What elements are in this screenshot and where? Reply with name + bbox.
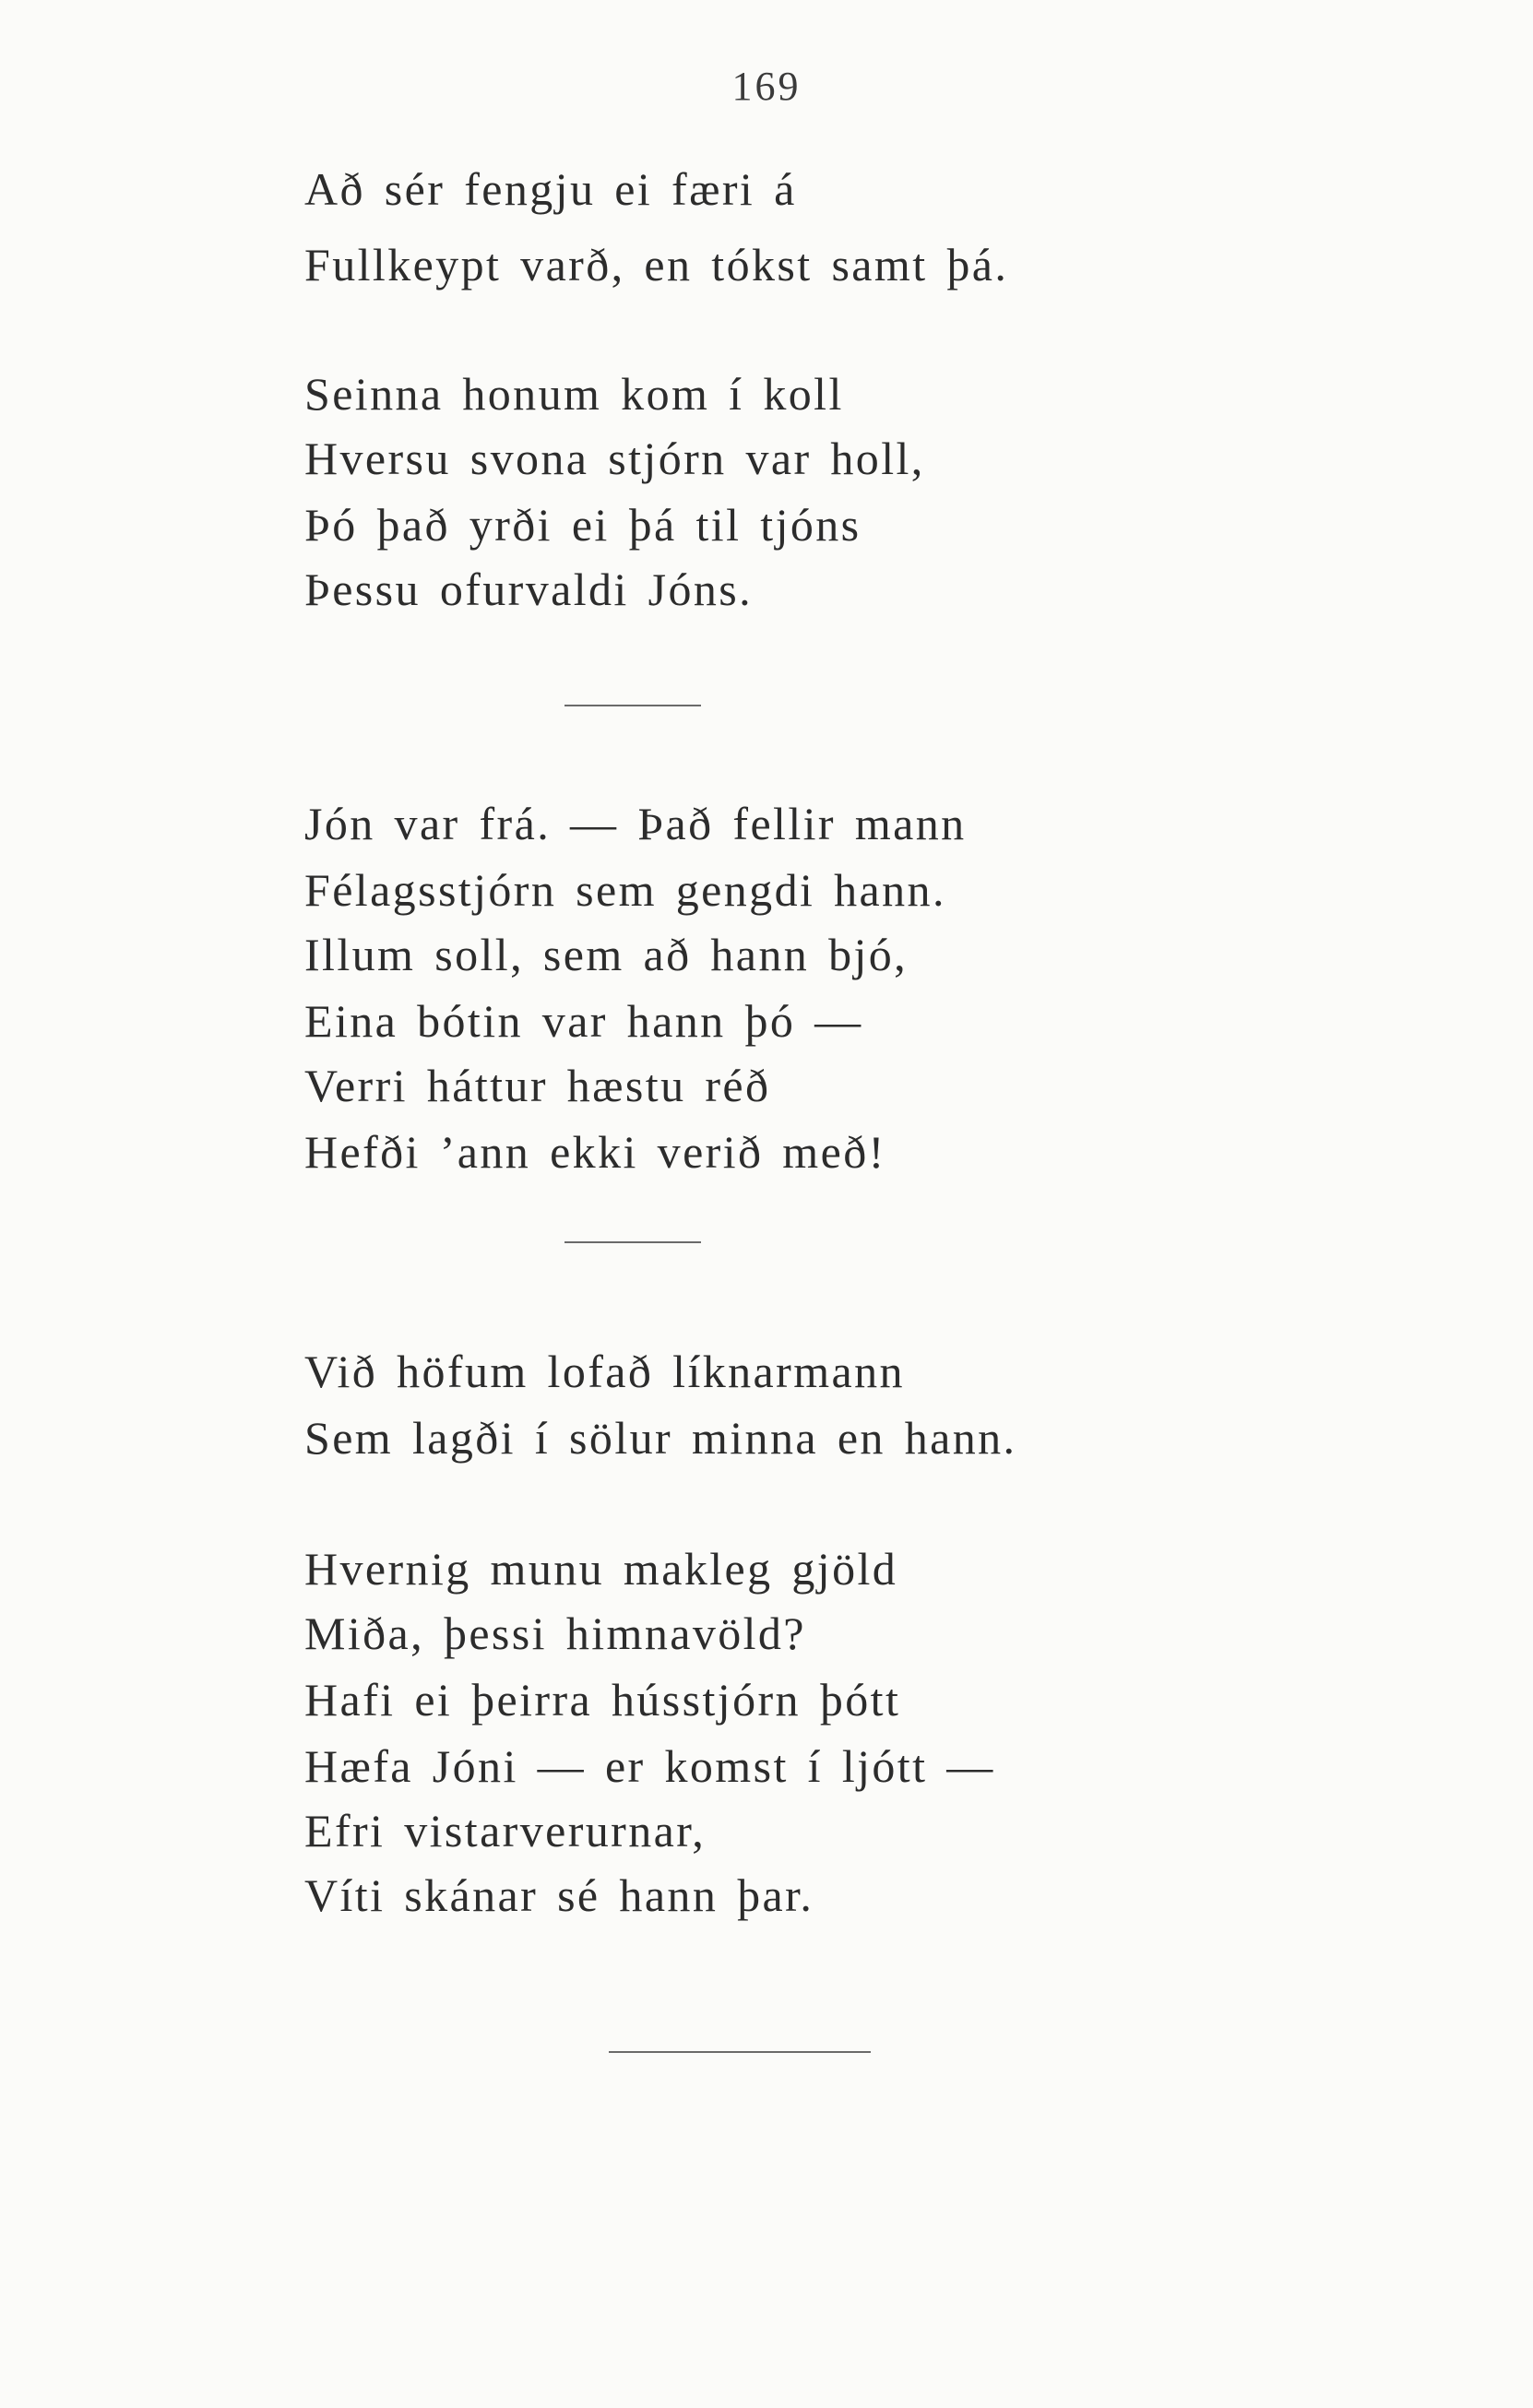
poem-line: Verri háttur hæstu réð [304,1060,771,1111]
poem-line: Fullkeypt varð, en tókst samt þá. [304,239,1009,291]
section-divider [564,705,701,706]
poem-line: Eina bótin var hann þó — [304,995,863,1047]
poem-line: Seinna honum kom í koll [304,368,844,420]
poem-line: Við höfum lofað líknarmann [304,1346,905,1397]
end-divider [609,2051,871,2053]
poem-line: Miða, þessi himnavöld? [304,1607,806,1659]
poem-line: Þessu ofurvaldi Jóns. [304,563,754,615]
poem-line: Félagsstjórn sem gengdi hann. [304,864,946,916]
poem-line: Sem lagði í sölur minna en hann. [304,1412,1017,1464]
poem-line: Að sér fengju ei færi á [304,163,797,215]
poem-line: Víti skánar sé hann þar. [304,1869,814,1921]
poem-line: Þó það yrði ei þá til tjóns [304,499,862,551]
poem-line: Hvernig munu makleg gjöld [304,1543,898,1595]
poem-line: Jón var frá. — Það fellir mann [304,798,967,849]
page-number: 169 [731,64,802,109]
poem-line: Hefði ’ann ekki verið með! [304,1126,886,1178]
poem-line: Hversu svona stjórn var holl, [304,433,925,484]
section-divider [564,1241,701,1243]
poem-line: Hafi ei þeirra hússtjórn þótt [304,1674,901,1726]
poem-line: Illum soll, sem að hann bjó, [304,929,909,980]
poem-line: Efri vistarverurnar, [304,1805,707,1856]
poem-line: Hæfa Jóni — er komst í ljótt — [304,1740,995,1792]
